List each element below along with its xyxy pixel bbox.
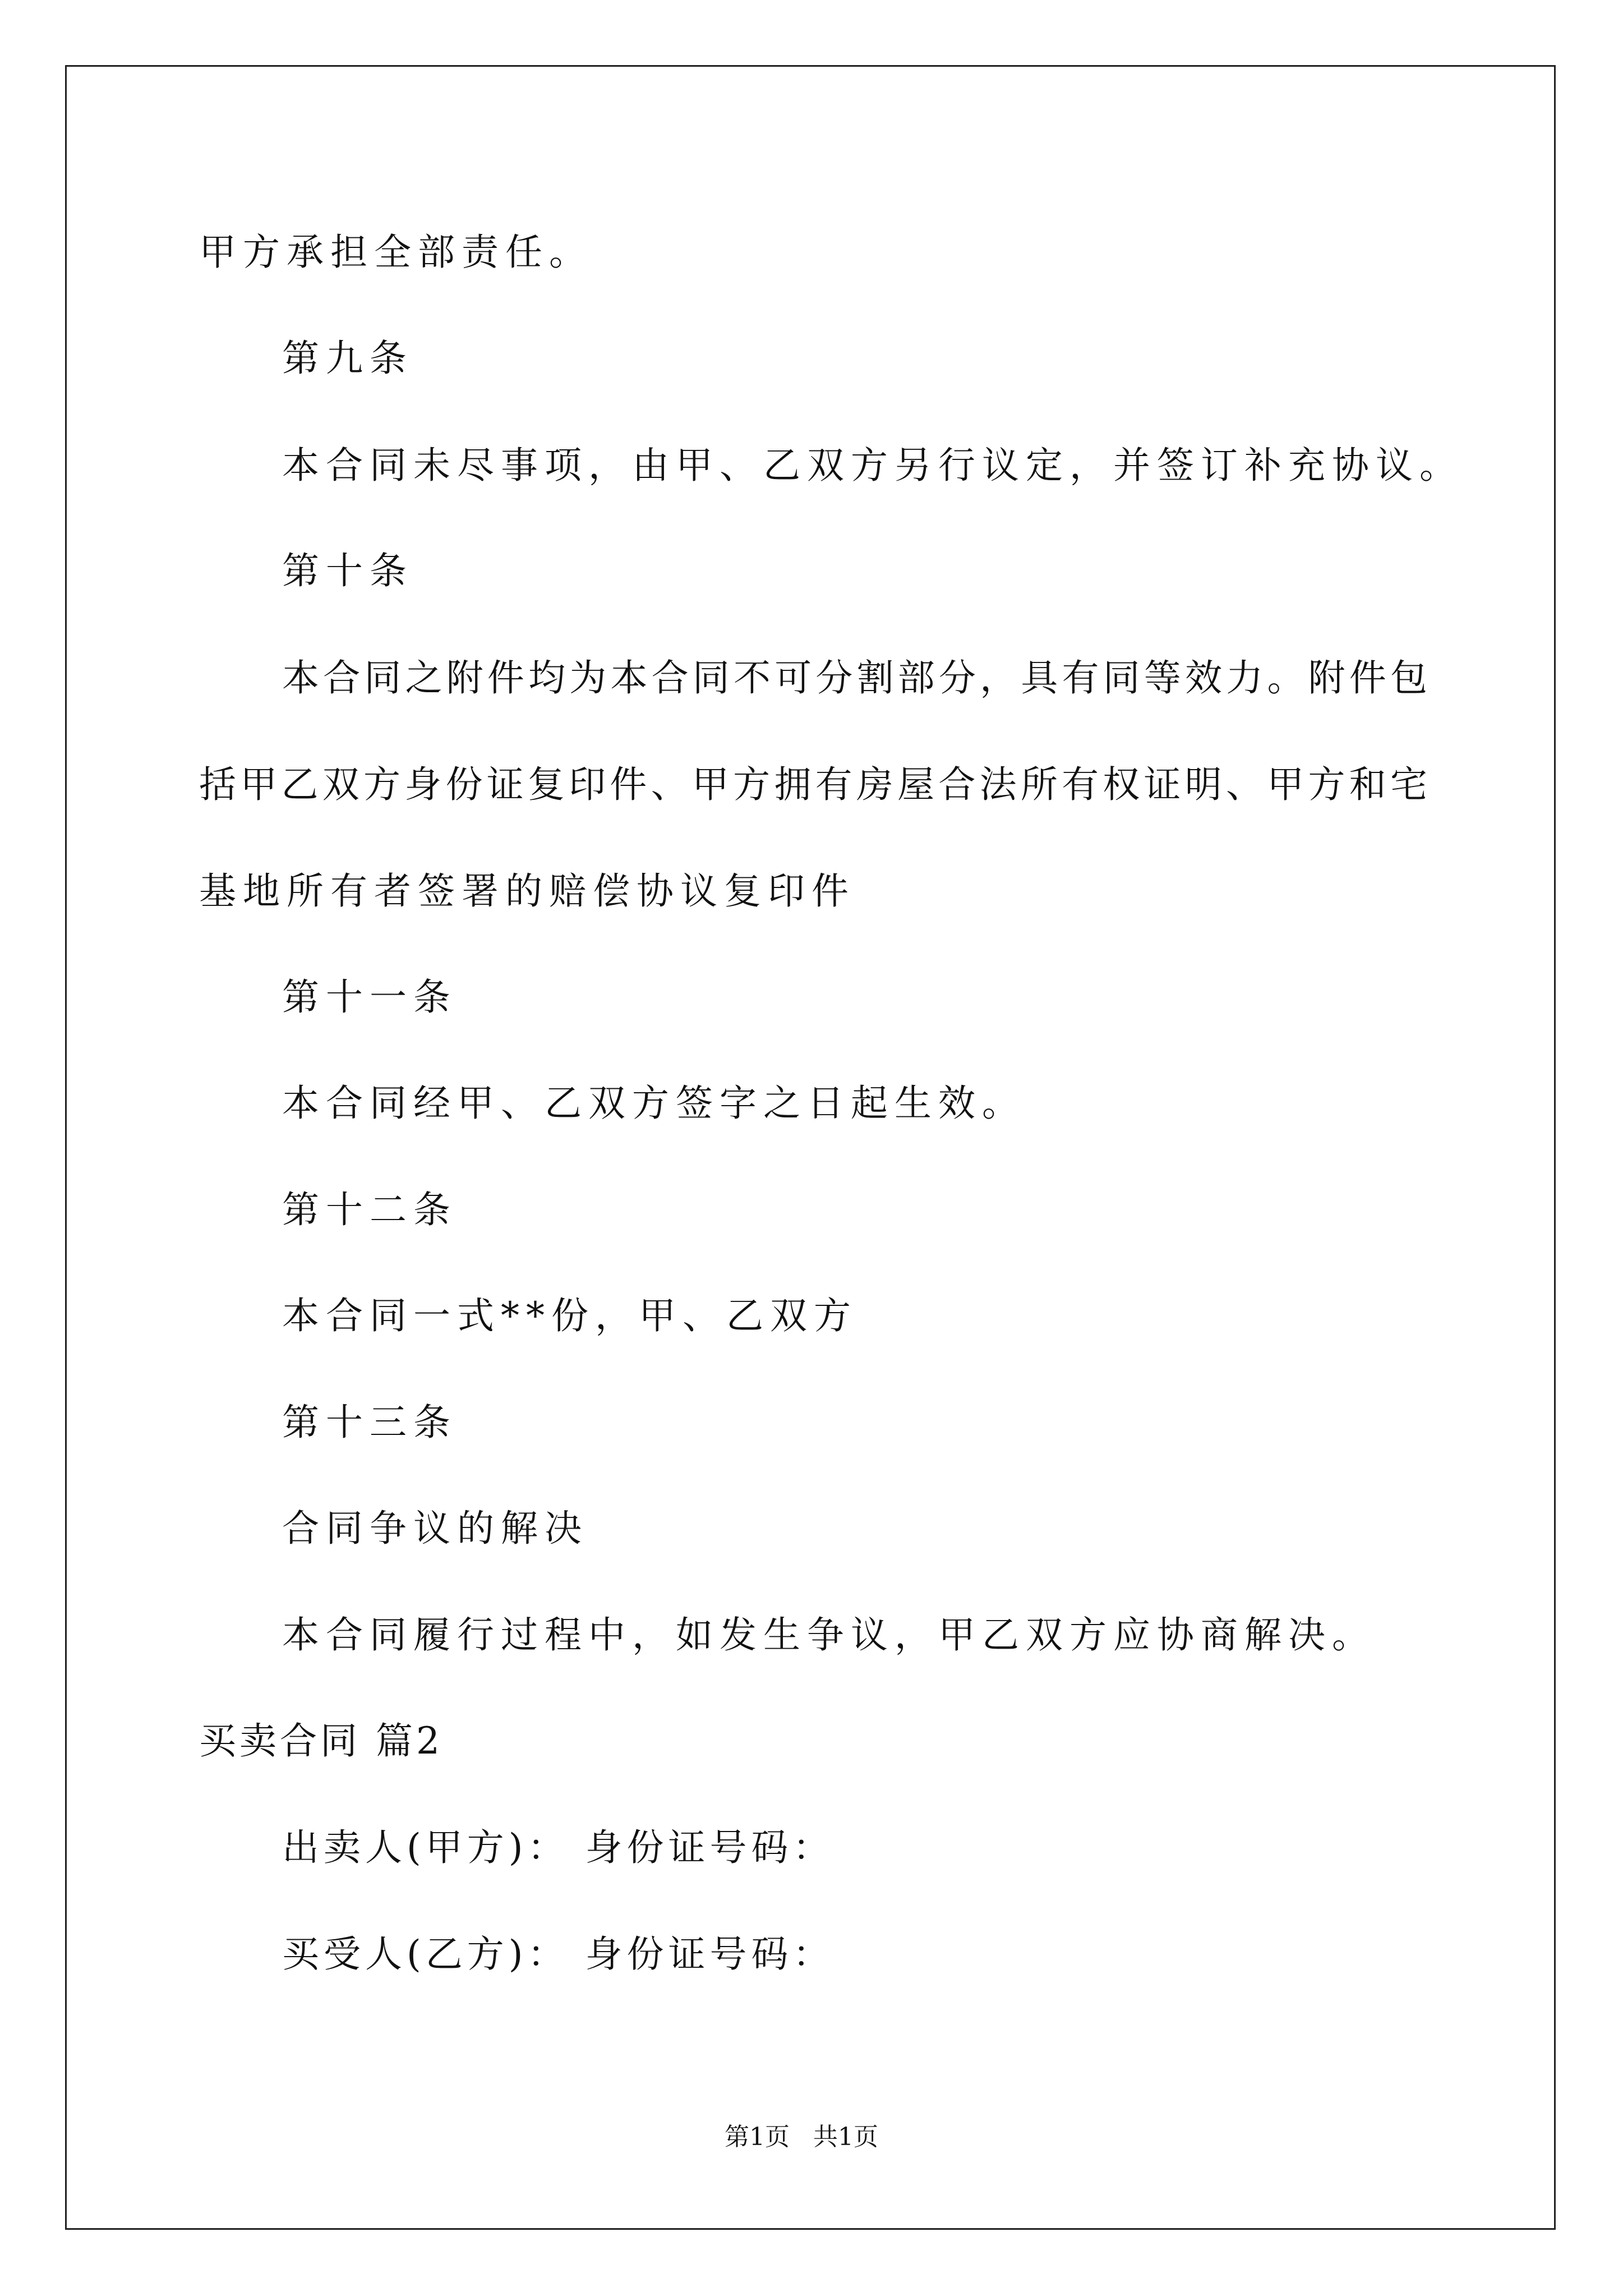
- paragraph-text: 本合同未尽事项，由甲、乙双方另行议定，并签订补充协议。: [282, 444, 1463, 487]
- paragraph-text: 买受人(乙方)： 身份证号码：: [282, 1932, 834, 1976]
- article-heading: 第十二条: [282, 1188, 457, 1231]
- article-heading: 第九条: [282, 337, 413, 380]
- article-heading: 第十三条: [282, 1401, 457, 1444]
- paragraph-text: 基地所有者签署的赔偿协议复印件: [199, 869, 855, 913]
- paragraph-text: 本合同履行过程中，如发生争议，甲乙双方应协商解决。: [282, 1613, 1376, 1657]
- paragraph-text: 本合同之附件均为本合同不可分割部分，具有同等效力。附件包: [282, 656, 1427, 700]
- paragraph-text: 本合同经甲、乙双方签字之日起生效。: [282, 1082, 1026, 1125]
- paragraph-text: 出卖人(甲方)： 身份证号码：: [282, 1826, 834, 1869]
- article-heading: 第十条: [282, 549, 413, 592]
- paragraph-text: 甲方承担全部责任。: [199, 231, 593, 274]
- paragraph-text: 括甲乙双方身份证复印件、甲方拥有房屋合法所有权证明、甲方和宅: [199, 763, 1427, 806]
- paragraph-text: 合同争议的解决: [282, 1507, 588, 1550]
- page-number: 第1页 共1页: [725, 2123, 878, 2151]
- section-title: 买卖合同 篇2: [199, 1719, 443, 1763]
- page-border: [65, 65, 1556, 2230]
- article-heading: 第十一条: [282, 976, 457, 1019]
- paragraph-text: 本合同一式**份，甲、乙双方: [282, 1294, 857, 1337]
